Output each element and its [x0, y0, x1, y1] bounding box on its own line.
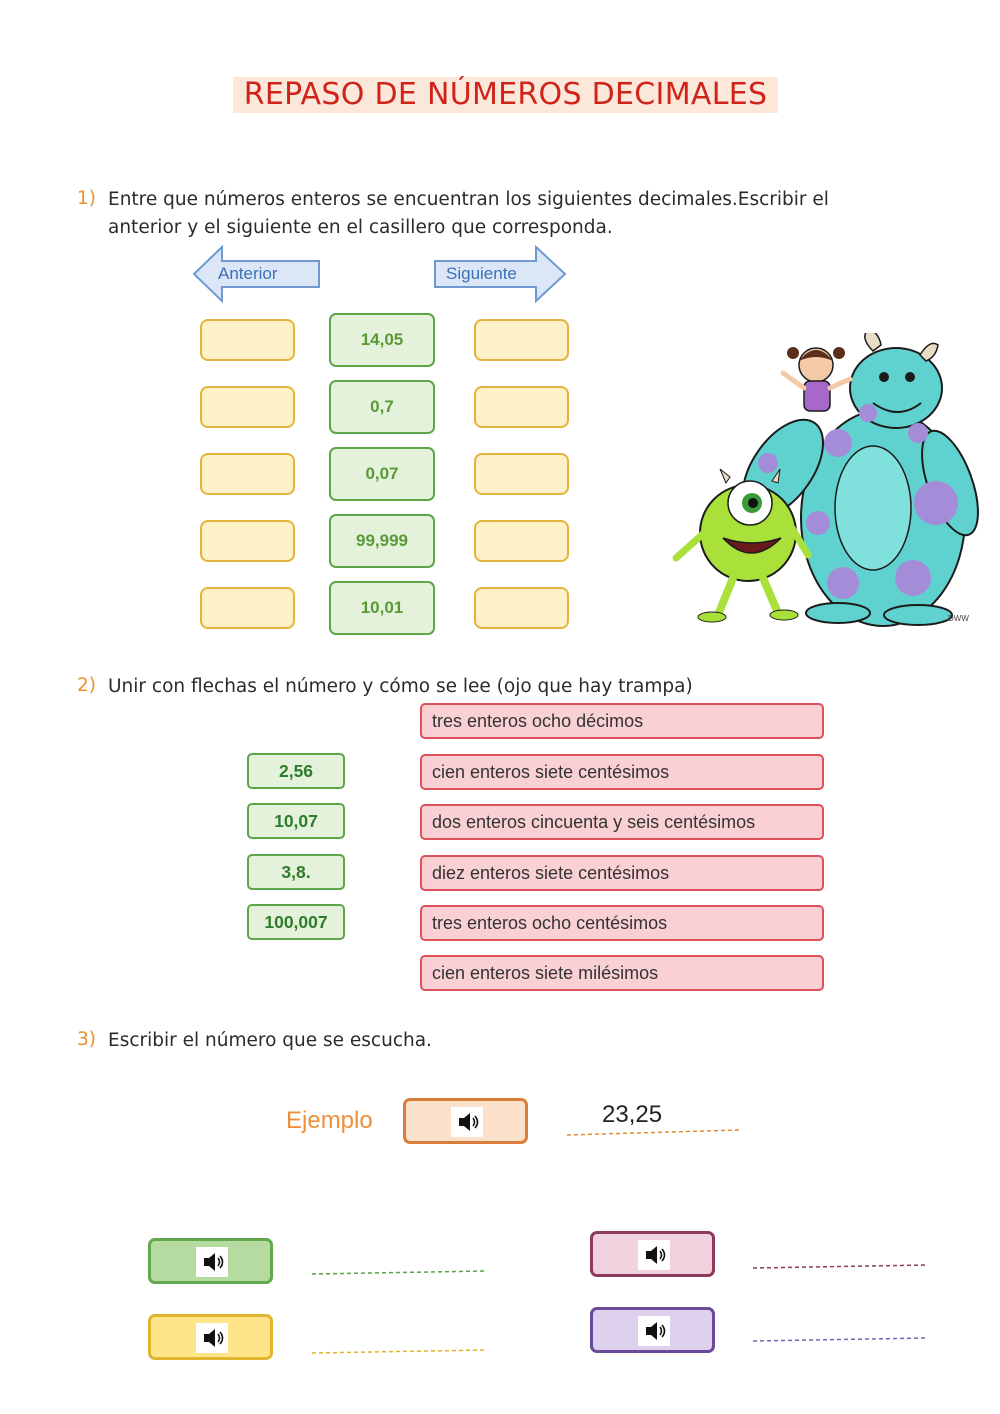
number-box[interactable]: 10,07	[247, 803, 345, 839]
reading-box[interactable]: tres enteros ocho décimos	[420, 703, 824, 739]
audio-button[interactable]	[590, 1307, 715, 1353]
question-number: 1)	[77, 188, 96, 209]
reading-box[interactable]: dos enteros cincuenta y seis centésimos	[420, 804, 824, 840]
answer-box-anterior[interactable]	[200, 587, 295, 629]
answer-box-siguiente[interactable]	[474, 319, 569, 361]
speaker-icon	[451, 1107, 483, 1137]
answer-box-anterior[interactable]	[200, 319, 295, 361]
reading-box[interactable]: cien enteros siete centésimos	[420, 754, 824, 790]
number-box[interactable]: 100,007	[247, 904, 345, 940]
answer-line[interactable]	[310, 1267, 488, 1277]
answer-line[interactable]	[751, 1261, 929, 1271]
speaker-icon	[638, 1316, 670, 1346]
speaker-icon	[196, 1247, 228, 1277]
question-text: Unir con flechas el número y cómo se lee (ojo que hay trampa)	[108, 676, 693, 697]
question-text: Escribir el número que se escucha.	[108, 1030, 432, 1051]
monsters-illustration	[668, 333, 980, 633]
decimal-box: 10,01	[329, 581, 435, 635]
speaker-icon	[638, 1240, 670, 1270]
example-answer: 23,25	[602, 1101, 663, 1128]
answer-line[interactable]	[310, 1346, 488, 1356]
answer-box-siguiente[interactable]	[474, 520, 569, 562]
example-label: Ejemplo	[286, 1107, 373, 1134]
decimal-box: 0,7	[329, 380, 435, 434]
image-credit: DWW	[948, 614, 969, 623]
answer-box-anterior[interactable]	[200, 386, 295, 428]
answer-line[interactable]	[751, 1334, 929, 1344]
audio-button[interactable]	[148, 1238, 273, 1284]
number-box[interactable]: 3,8.	[247, 854, 345, 890]
speaker-icon	[196, 1323, 228, 1353]
reading-box[interactable]: cien enteros siete milésimos	[420, 955, 824, 991]
answer-box-anterior[interactable]	[200, 453, 295, 495]
answer-box-siguiente[interactable]	[474, 587, 569, 629]
reading-box[interactable]: tres enteros ocho centésimos	[420, 905, 824, 941]
question-text-line: anterior y el siguiente en el casillero que corresponda.	[108, 217, 613, 238]
page-title: REPASO DE NÚMEROS DECIMALES	[233, 77, 778, 113]
answer-box-anterior[interactable]	[200, 520, 295, 562]
answer-line	[565, 1127, 741, 1137]
answer-box-siguiente[interactable]	[474, 453, 569, 495]
decimal-box: 14,05	[329, 313, 435, 367]
question-number: 3)	[77, 1029, 96, 1050]
question-number: 2)	[77, 675, 96, 696]
question-text	[108, 186, 829, 242]
audio-button[interactable]	[148, 1314, 273, 1360]
example-audio-button[interactable]	[403, 1098, 528, 1144]
arrow-label-siguiente: Siguiente	[446, 264, 517, 283]
decimal-box: 99,999	[329, 514, 435, 568]
decimal-box: 0,07	[329, 447, 435, 501]
arrow-label-anterior: Anterior	[218, 264, 278, 283]
reading-box[interactable]: diez enteros siete centésimos	[420, 855, 824, 891]
audio-button[interactable]	[590, 1231, 715, 1277]
answer-box-siguiente[interactable]	[474, 386, 569, 428]
number-box[interactable]: 2,56	[247, 753, 345, 789]
question-text-line: Entre que números enteros se encuentran los siguientes decimales.Escribir el	[108, 189, 829, 210]
